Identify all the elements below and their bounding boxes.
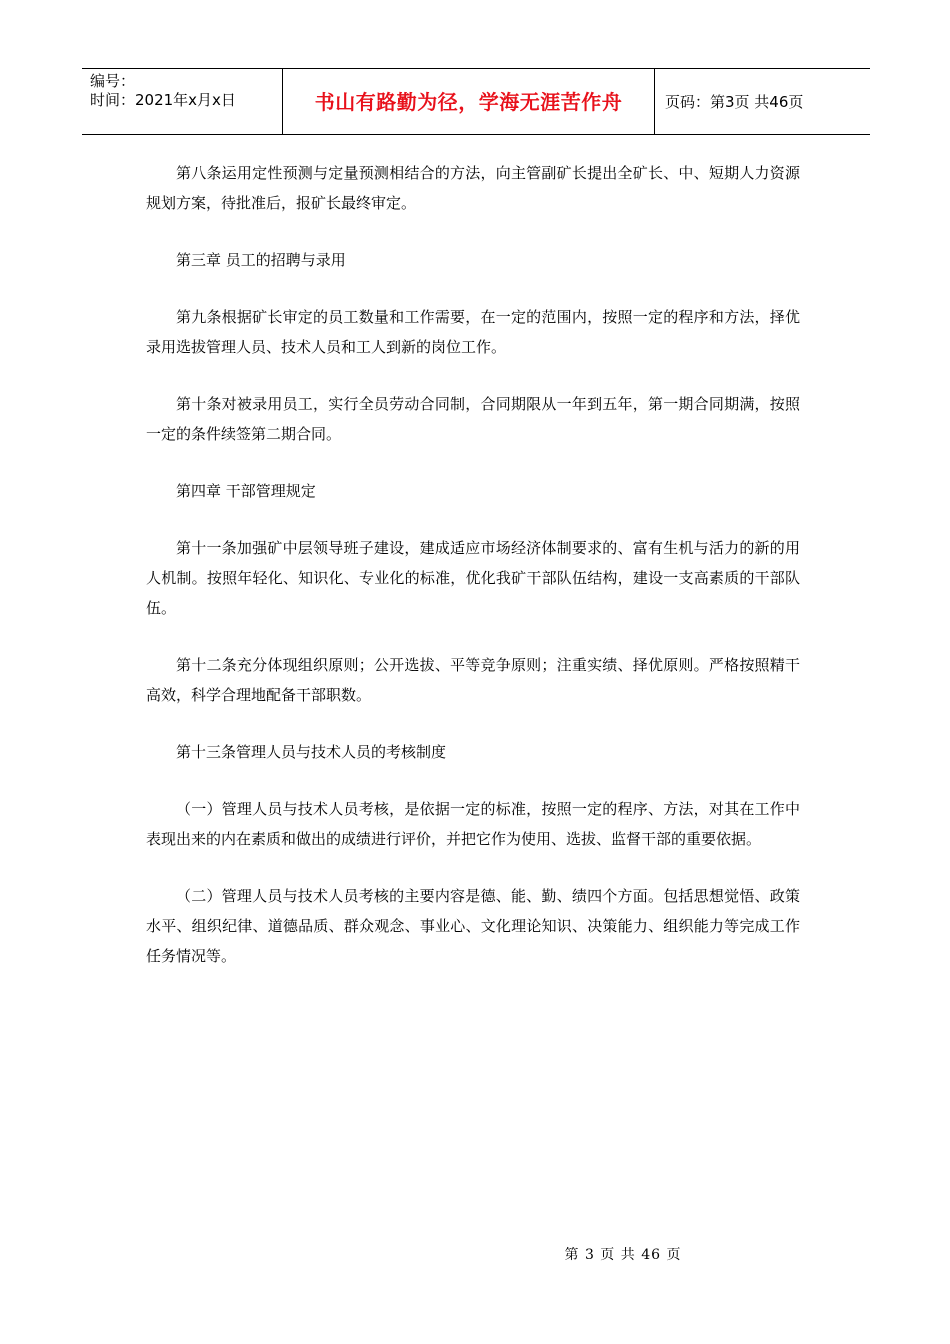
article-13-item-2: （二）管理人员与技术人员考核的主要内容是德、能、勤、绩四个方面。包括思想觉悟、政策水平、组织纪律、道德品质、群众观念、事业心、文化理论知识、决策能力、组织能力等完成工作任务情况等。 — [146, 887, 800, 965]
document-number-label: 编号： — [90, 72, 136, 90]
chapter-4-heading: 第四章 干部管理规定 — [176, 482, 316, 500]
header-middle-cell — [282, 69, 655, 134]
article-9: 第九条根据矿长审定的员工数量和工作需要，在一定的范围内，按照一定的程序和方法，择优录用选拔管理人员、技术人员和工人到新的岗位工作。 — [146, 308, 800, 356]
article-12: 第十二条充分体现组织原则；公开选拔、平等竞争原则；注重实绩、择优原则。严格按照精干高效，科学合理地配备干部职数。 — [146, 656, 800, 704]
article-11: 第十一条加强矿中层领导班子建设，建成适应市场经济体制要求的、富有生机与活力的新的用人机制。按照年轻化、知识化、专业化的标准，优化我矿干部队伍结构，建设一支高素质的干部队伍。 — [146, 539, 800, 617]
article-10: 第十条对被录用员工，实行全员劳动合同制，合同期限从一年到五年，第一期合同期满，按照一定的条件续签第二期合同。 — [146, 395, 800, 443]
page-header — [82, 68, 870, 135]
page-footer: 第 3 页 共 46 页 — [564, 1247, 682, 1263]
article-13: 第十三条管理人员与技术人员的考核制度 — [176, 743, 447, 761]
document-time-label: 时间：2021年x月x日 — [90, 91, 236, 109]
document-body — [146, 158, 800, 998]
chapter-3-heading: 第三章 员工的招聘与录用 — [176, 251, 346, 269]
header-right-cell — [655, 69, 870, 134]
header-motto: 书山有路勤为径，学海无涯苦作舟 — [314, 90, 623, 114]
header-page-info: 页码：第3页 共46页 — [665, 93, 804, 111]
header-left-cell — [82, 69, 282, 134]
article-13-item-1: （一）管理人员与技术人员考核，是依据一定的标准，按照一定的程序、方法，对其在工作中表现出来的内在素质和做出的成绩进行评价，并把它作为使用、选拔、监督干部的重要依据。 — [146, 800, 800, 848]
article-8: 第八条运用定性预测与定量预测相结合的方法，向主管副矿长提出全矿长、中、短期人力资源规划方案，待批准后，报矿长最终审定。 — [146, 164, 800, 212]
